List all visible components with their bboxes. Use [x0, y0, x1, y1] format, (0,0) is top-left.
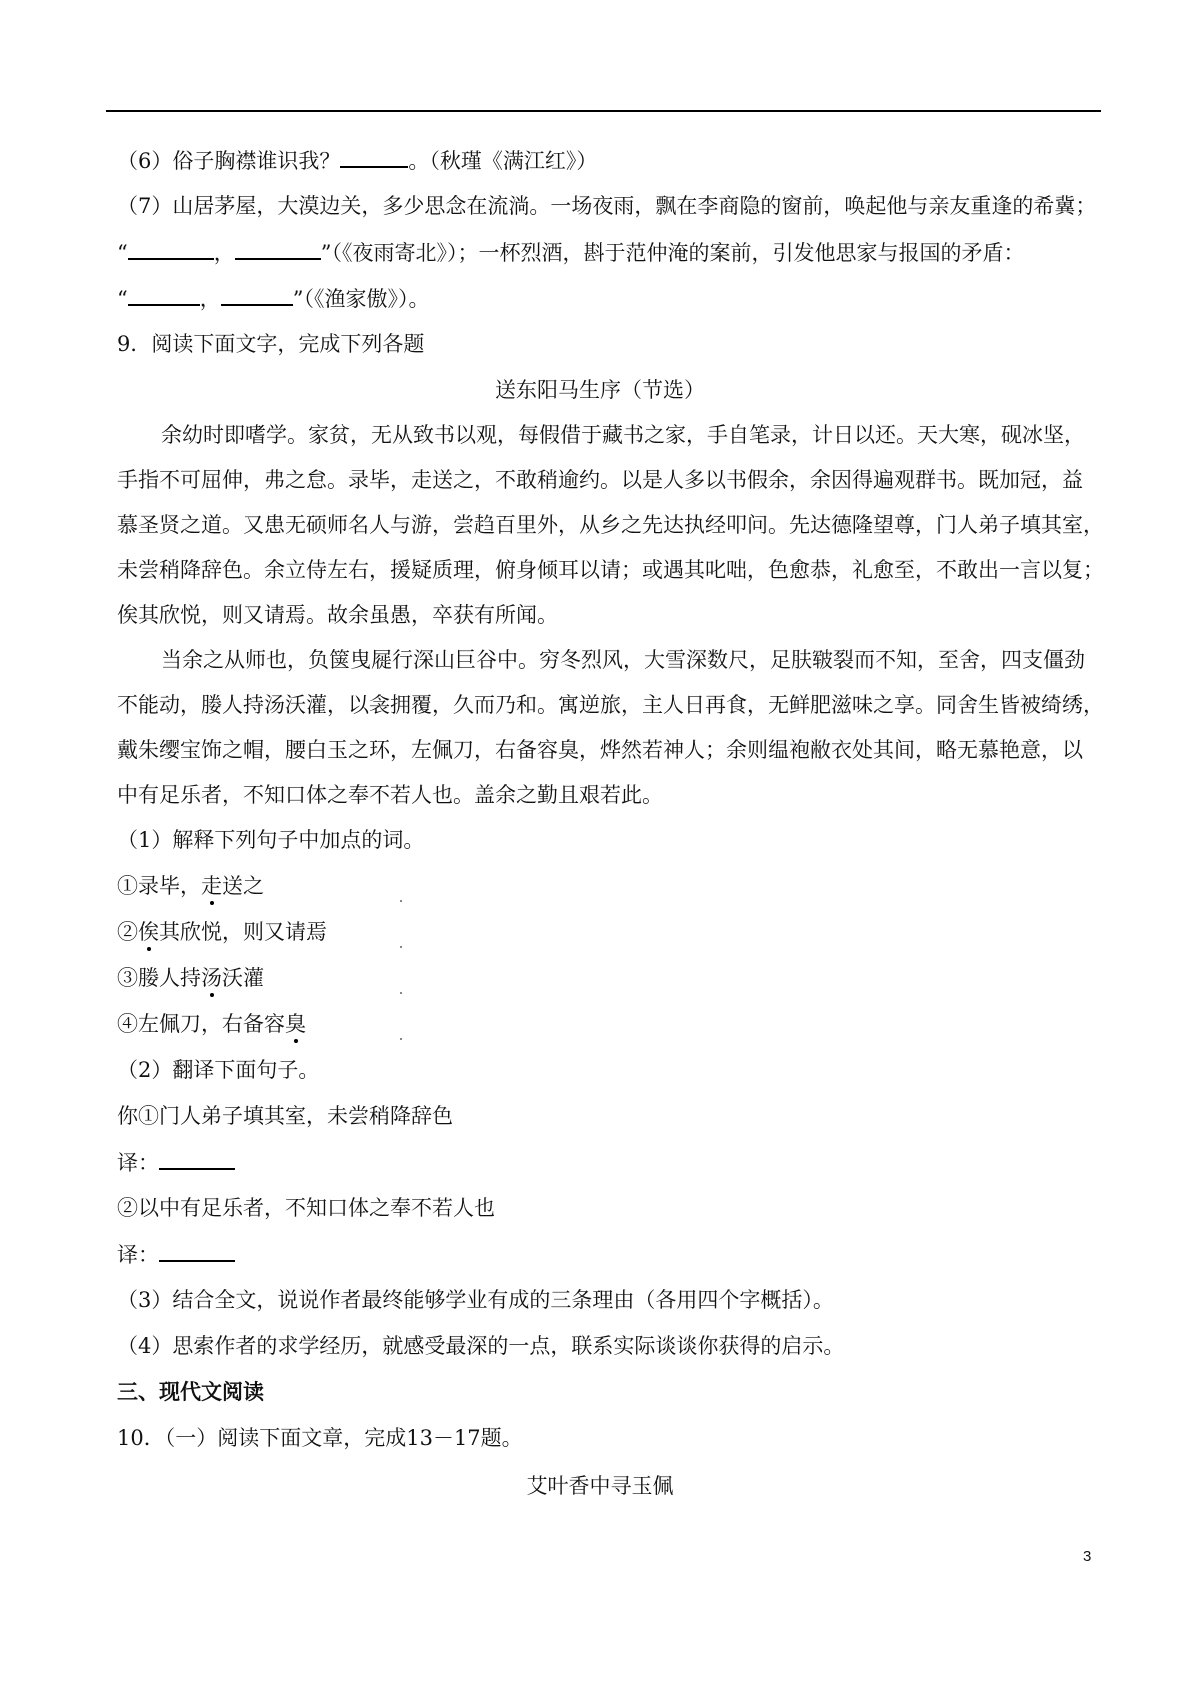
translation-2: 译： — [117, 1240, 235, 1269]
passage-para2-line: 戴朱缨宝饰之帽，腰白玉之环，左佩刀，右备容臭，烨然若神人；余则缊袍敝衣处其间，略无慕艳意，以 — [117, 738, 1083, 762]
q8-item7-line2: “ ， ”（《夜雨寄北》）；一杯烈酒，斟于范仲淹的案前，引发他思家与报国的矛盾： — [117, 238, 1024, 267]
word-item: ①录毕，走送之 — [117, 874, 264, 898]
q8-item7-line3: “ ， ”（《渔家傲》）。 — [117, 284, 430, 313]
passage-para2-line: 不能动，媵人持汤沃灌，以衾拥覆，久而乃和。寓逆旅，主人日再食，无鲜肥滋味之享。同舍生皆被绮绣， — [117, 693, 1104, 717]
word-item: ②俟其欣悦，则又请焉 — [117, 920, 327, 944]
answer-blank[interactable] — [159, 1240, 235, 1262]
passage-para2-line: 中有足乐者，不知口体之奉不若人也。盖余之勤且艰若此。 — [117, 783, 663, 807]
dotted-word: 臭 — [285, 1012, 306, 1036]
passage-para2-line: 当余之从师也，负箧曳屣行深山巨谷中。穷冬烈风，大雪深数尺，足肤皲裂而不知，至舍，四支僵劲 — [161, 648, 1085, 672]
passage-para1-line: 俟其欣悦，则又请焉。故余虽愚，卒获有所闻。 — [117, 603, 558, 627]
answer-blank[interactable] — [221, 284, 293, 306]
blank-marker — [400, 1038, 402, 1040]
header-rule — [106, 110, 1101, 112]
answer-blank[interactable] — [159, 1148, 235, 1170]
blank-marker — [400, 946, 402, 948]
translation-1: 译： — [117, 1148, 235, 1177]
passage-para1-line: 未尝稍降辞色。余立侍左右，援疑质理，俯身倾耳以请；或遇其叱咄，色愈恭，礼愈至，不敢出一言以复； — [117, 558, 1104, 582]
q9-sub1: （1）解释下列句子中加点的词。 — [117, 828, 425, 852]
answer-blank[interactable] — [340, 146, 408, 168]
word-item: ④左佩刀，右备容臭 — [117, 1012, 306, 1036]
answer-blank[interactable] — [235, 238, 321, 260]
page-number: 3 — [1083, 1548, 1092, 1565]
q9-sub2: （2）翻译下面句子。 — [117, 1058, 320, 1082]
passage-para1-line: 慕圣贤之道。又患无硕师名人与游，尝趋百里外，从乡之先达执经叩问。先达德隆望尊，门人弟子填其室， — [117, 513, 1104, 537]
blank-marker — [400, 900, 402, 902]
answer-blank[interactable] — [128, 284, 200, 306]
dotted-word: 走 — [201, 874, 222, 898]
q9-heading: 9．阅读下面文字，完成下列各题 — [117, 332, 425, 356]
passage-para1-line: 手指不可屈伸，弗之怠。录毕，走送之，不敢稍逾约。以是人多以书假余，余因得遍观群书。既加冠，益 — [117, 468, 1083, 492]
answer-blank[interactable] — [128, 238, 214, 260]
dotted-word: 俟 — [138, 920, 159, 944]
translate-sentence-1: 你①门人弟子填其室，未尝稍降辞色 — [117, 1104, 453, 1128]
dotted-word: 汤 — [201, 966, 222, 990]
q8-item7-line1: （7）山居茅屋，大漠边关，多少思念在流淌。一场夜雨，飘在李商隐的窗前，唤起他与亲友重逢的希冀； — [117, 194, 1097, 218]
article-title: 艾叶香中寻玉佩 — [526, 1474, 674, 1498]
word-item: ③媵人持汤沃灌 — [117, 966, 264, 990]
blank-marker — [400, 992, 402, 994]
translate-sentence-2: ②以中有足乐者，不知口体之奉不若人也 — [117, 1196, 495, 1220]
q9-sub4: （4）思索作者的求学经历，就感受最深的一点，联系实际谈谈你获得的启示。 — [117, 1334, 845, 1358]
q9-sub3: （3）结合全文，说说作者最终能够学业有成的三条理由（各用四个字概括）。 — [117, 1288, 834, 1312]
q8-item6: （6）俗子胸襟谁识我？ 。（秋瑾《满江红》） — [117, 146, 597, 175]
passage-title: 送东阳马生序（节选） — [495, 378, 705, 402]
passage-para1-line: 余幼时即嗜学。家贫，无从致书以观，每假借于藏书之家，手自笔录，计日以还。天大寒，砚冰坚， — [161, 423, 1085, 447]
section-heading: 三、现代文阅读 — [117, 1379, 264, 1404]
q10-heading: 10．（一）阅读下面文章，完成13－17题。 — [117, 1426, 523, 1450]
